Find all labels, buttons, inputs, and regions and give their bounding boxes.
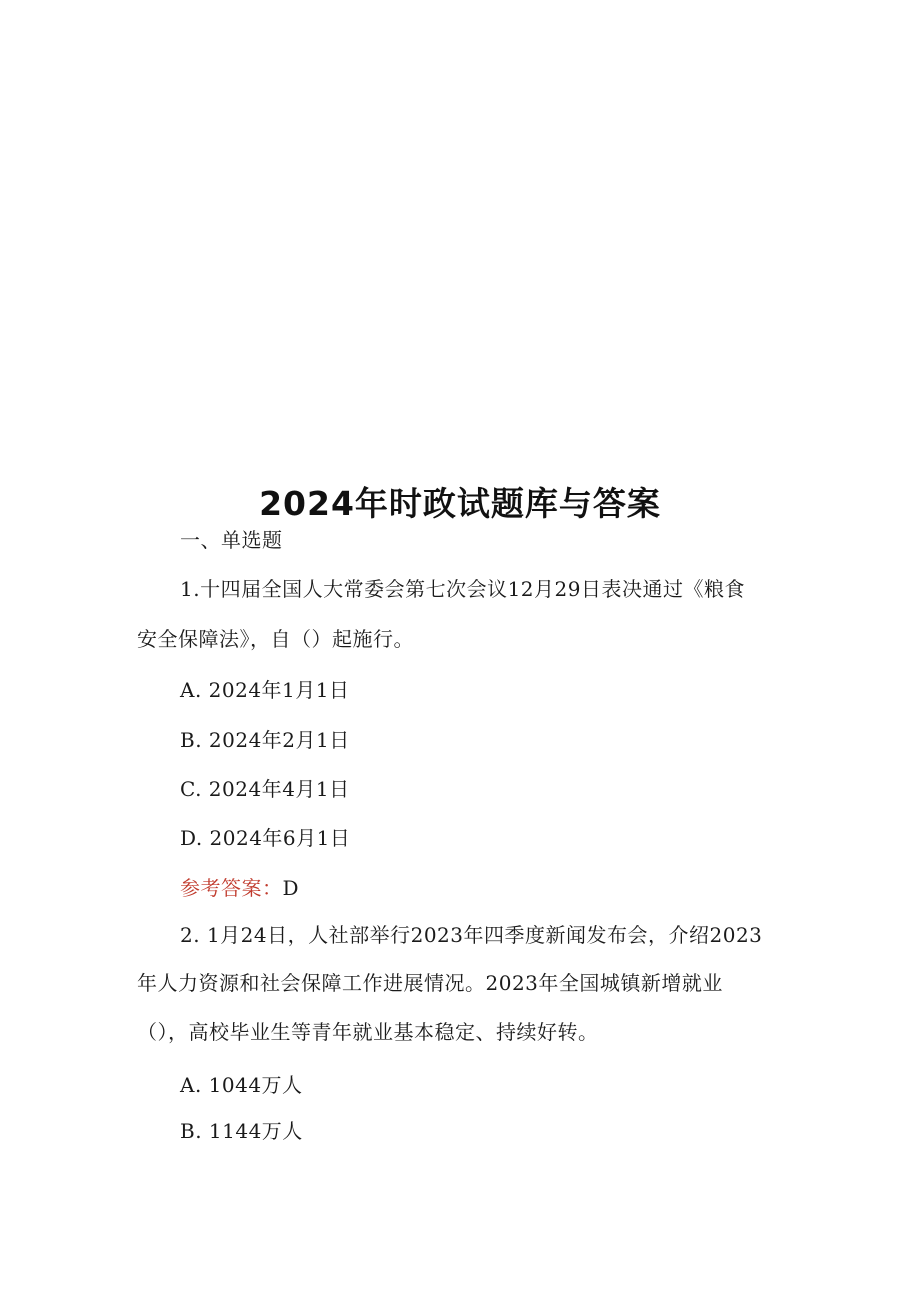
answer-value: D [282, 876, 300, 900]
question-2-text-line-3: （），高校毕业生等青年就业基本稳定、持续好转。 [137, 1020, 599, 1044]
document-title: 2024年时政试题库与答案 [259, 484, 661, 523]
question-2-text-line-1: 2. 1月24日，人社部举行2023年四季度新闻发布会，介绍2023 [180, 923, 763, 947]
answer-label: 参考答案： [180, 876, 283, 900]
question-1-answer [180, 874, 299, 902]
question-2-option-b: B. 1144万人 [180, 1119, 303, 1143]
question-1-text-line-2: 安全保障法》，自（）起施行。 [137, 627, 414, 651]
question-1-option-a: A. 2024年1月1日 [180, 678, 350, 702]
question-2-option-a: A. 1044万人 [180, 1073, 303, 1097]
question-1-option-c: C. 2024年4月1日 [180, 777, 350, 801]
question-1-text-line-1: 1.十四届全国人大常委会第七次会议12月29日表决通过《粮食 [180, 577, 745, 601]
question-1-option-d: D. 2024年6月1日 [180, 826, 351, 850]
question-2-text-line-2: 年人力资源和社会保障工作进展情况。2023年全国城镇新增就业 [137, 971, 723, 995]
section-heading: 一、单选题 [180, 528, 283, 552]
question-1-option-b: B. 2024年2月1日 [180, 728, 350, 752]
